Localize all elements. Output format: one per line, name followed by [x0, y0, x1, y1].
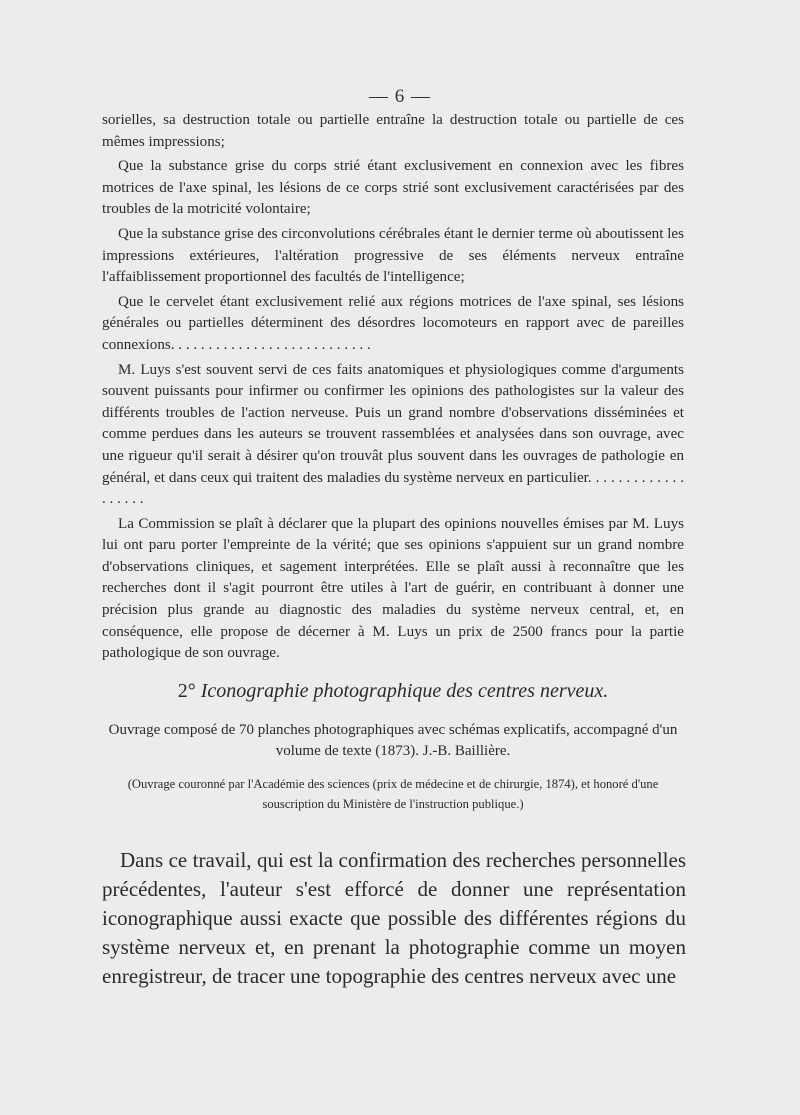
- work-description: Ouvrage composé de 70 planches photographiques avec schémas explicatifs, accompagné d'un volume de texte (1873). J.-B. Baillière.: [108, 722, 678, 759]
- paragraph: Dans ce travail, qui est la confirmation des recherches personnelles précédentes, l'auteur s'est efforcé de donner une représentation iconographique aussi exacte que possible des différentes régions du système nerveux et, en prenant la photographie comme un moyen enregistreur, de tracer une topographie des centres nerveux avec une: [102, 848, 686, 988]
- paragraph: Que la substance grise des circonvolutions cérébrales étant le dernier terme où aboutissent les impressions extérieures, l'altération progressive de ses éléments nerveux entraîne l'affaiblissement proportionnel des facultés de l'intelligence;: [102, 225, 684, 286]
- paragraph: La Commission se plaît à déclarer que la plupart des opinions nouvelles émises par M. Luys lui ont paru porter l'empreinte de la vérité; que ses opinions s'appuient sur un grand nombre d'observations cliniques, et sagement interprétées. Elle se plaît aussi à reconnaître que les recherches dont il s'agit pourront être utiles à l'art de guérir, en contribuant à donner une précision plus grande au diagnostic des maladies du système nerveux central, et, en conséquence, elle propose de décerner à M. Luys un prix de 2500 francs pour la partie pathologique de son ouvrage.: [102, 515, 684, 662]
- page-number: — 6 —: [369, 86, 431, 107]
- paragraph: M. Luys s'est souvent servi de ces faits anatomiques et physiologiques comme d'arguments souvent puissants pour infirmer ou confirmer les opinions des pathologistes sur la valeur des différents troubles de l'action nerveuse. Puis un grand nombre d'observations disséminées et comme perdues dans les auteurs se trouvent rassemblées et analysées dans son ouvrage, avec une rigueur qu'il serait à désirer qu'on trouvât plus souvent dans les ouvrages de pathologie en général, et dans ceux qui traitent des maladies du système nerveux en particulier. . . . . . . . . . . . . . . . . . .: [102, 361, 684, 508]
- section-number: 2°: [177, 680, 196, 702]
- body-text: [102, 110, 684, 668]
- section-title: Iconographie photographique des centres nerveux.: [200, 680, 609, 702]
- paragraph: Que la substance grise du corps strié étant exclusivement en connexion avec les fibres motrices de l'axe spinal, les lésions de ce corps strié sont exclusivement caractérisées par des troubles de la motricité volontaire;: [102, 158, 684, 218]
- paragraph: sorielles, sa destruction totale ou partielle entraîne la destruction totale ou partielle de ces mêmes impressions;: [102, 112, 684, 150]
- section-heading: [102, 680, 684, 703]
- closing-text: [102, 846, 686, 991]
- award-note: (Ouvrage couronné par l'Académie des sciences (prix de médecine et de chirurgie, 1874), et honoré d'une souscription du Ministère de l'instruction publique.): [127, 777, 659, 811]
- paragraph: Que le cervelet étant exclusivement relié aux régions motrices de l'axe spinal, ses lésions générales ou partielles déterminent des désordres locomoteurs en rapport avec de pareilles connexions. . . . . . . . . . . . . . . . . . . . . . . . . . .: [102, 293, 684, 353]
